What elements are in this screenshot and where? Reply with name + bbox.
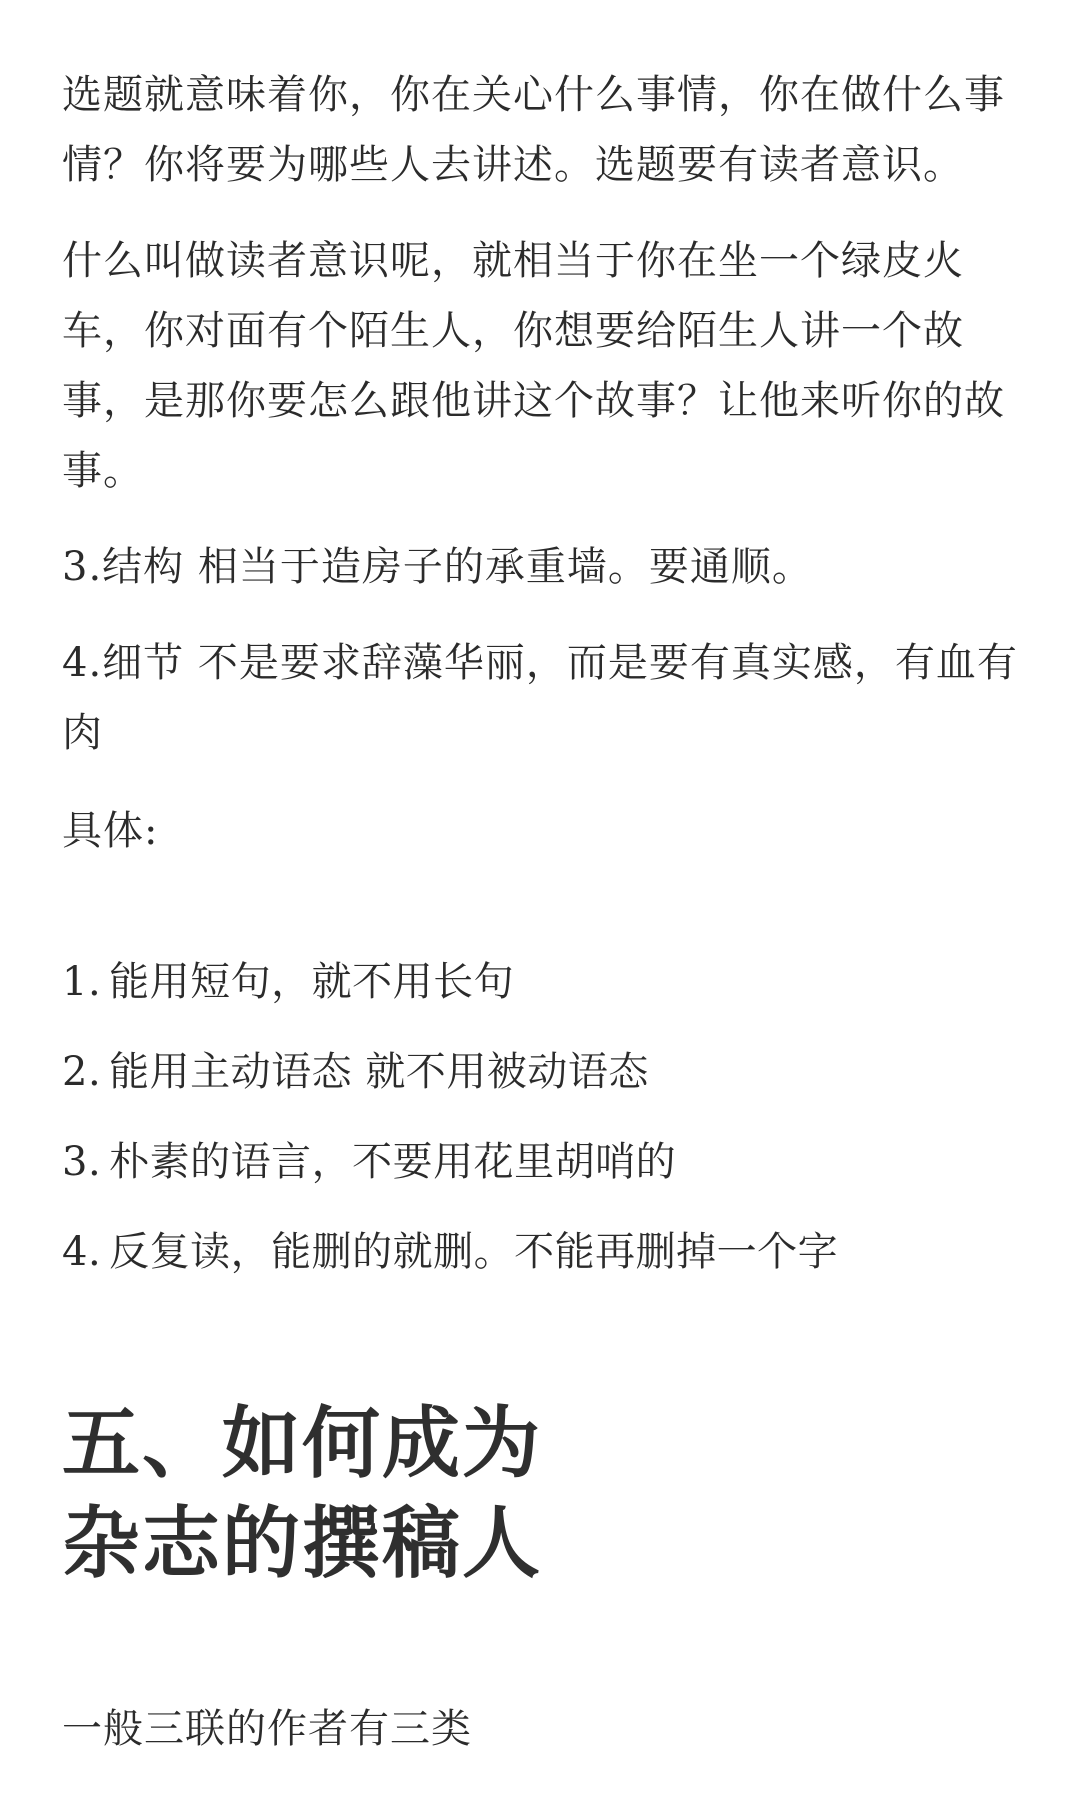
paragraph-topic-selection: 选题就意味着你，你在关心什么事情，你在做什么事情？你将要为哪些人去讲述。选题要有读者意识。	[62, 72, 1005, 188]
list-item-number: 3.	[62, 1139, 102, 1185]
writing-tips-list	[62, 952, 1020, 1282]
paragraph-structure: 3.结构 相当于造房子的承重墙。要通顺。	[62, 544, 813, 590]
list-item-text: 能用主动语态 就不用被动语态	[109, 1049, 649, 1095]
paragraph-reader-awareness: 什么叫做读者意识呢，就相当于你在坐一个绿皮火车，你对面有个陌生人，你想要给陌生人讲一个故事，是那你要怎么跟他讲这个故事？让他来听你的故事。	[62, 238, 1005, 494]
list-item	[62, 1132, 1020, 1192]
list-item	[62, 1222, 1020, 1282]
list-item-text: 反复读，能删的就删。不能再删掉一个字	[109, 1229, 839, 1275]
list-item-number: 4.	[62, 1229, 102, 1275]
paragraph-specifics-label: 具体:	[62, 808, 159, 854]
section-heading-line-1: 五、如何成为	[62, 1398, 543, 1489]
paragraph-details: 4.细节 不是要求辞藻华丽，而是要有真实感，有血有肉	[62, 640, 1018, 756]
section-heading-line-2: 杂志的撰稿人	[62, 1498, 543, 1589]
list-item-text: 能用短句，就不用长句	[109, 959, 515, 1005]
section-heading	[62, 1394, 1020, 1594]
list-item	[62, 1042, 1020, 1102]
list-item-number: 1.	[62, 959, 102, 1005]
paragraph-author-types: 一般三联的作者有三类	[62, 1706, 472, 1752]
list-item	[62, 952, 1020, 1012]
list-item-number: 2.	[62, 1049, 102, 1095]
list-item-text: 朴素的语言，不要用花里胡哨的	[109, 1139, 677, 1185]
